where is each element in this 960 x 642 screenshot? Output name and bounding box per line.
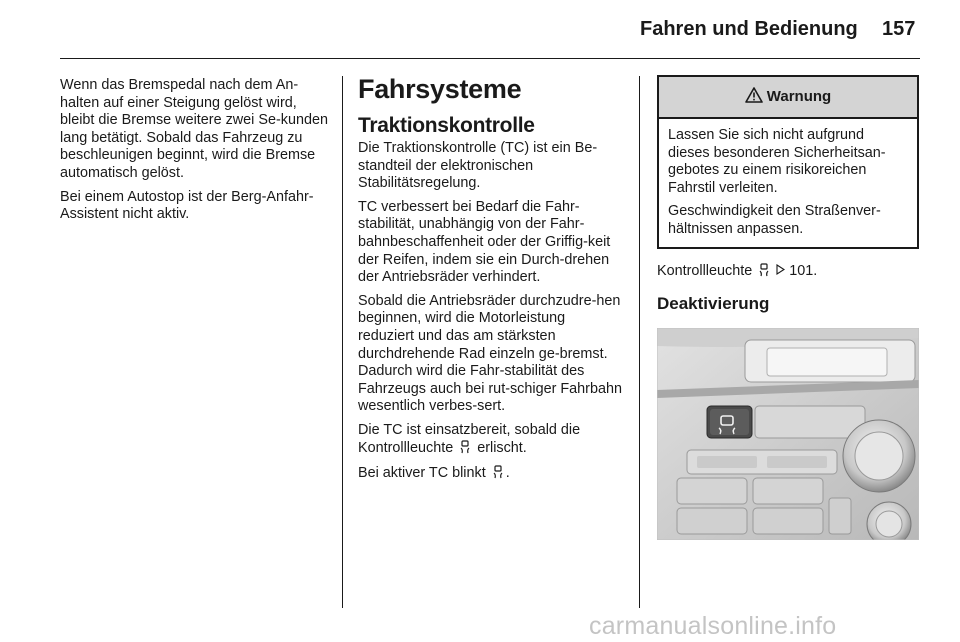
section-heading: Fahrsysteme	[358, 74, 522, 104]
paragraph: TC verbessert bei Bedarf die Fahr-stabilität, unabhängig von der Fahr-bahnbeschaffenheit oder der Griffig-keit der Reifen, indem sie ein Durch-drehen der Antriebsräder verhindert.	[358, 198, 611, 286]
column-1	[60, 77, 330, 230]
paragraph: Bei einem Autostop ist der Berg-Anfahr-Assistent nicht aktiv.	[60, 188, 314, 223]
text: erlischt.	[477, 439, 527, 456]
column-divider-left	[342, 76, 343, 608]
page-number: 157	[882, 18, 916, 40]
traction-control-icon	[492, 465, 504, 485]
warning-title: Warnung	[766, 88, 832, 106]
paragraph	[358, 422, 623, 459]
subsection-heading: Traktionskontrolle	[358, 114, 535, 137]
column-3	[657, 75, 919, 540]
page-header-title: Fahren und Bedienung	[640, 18, 858, 40]
warning-body	[659, 119, 917, 247]
text: Kontrollleuchte	[657, 262, 753, 279]
watermark: carmanualsonline.info	[589, 612, 837, 640]
paragraph	[358, 465, 623, 485]
traction-control-icon	[459, 440, 471, 460]
paragraph: Wenn das Bremspedal nach dem An-halten auf einer Steigung gelöst wird, bleibt die Bremse weitere zwei Se-kunden lang betätigt. Sobald das Fahrzeug zu beschleunigen beginnt, wird die Bremse automatisch gelöst.	[60, 77, 328, 181]
paragraph: Geschwindigkeit den Straßenver-hältnissen anpassen.	[668, 203, 881, 237]
page-reference-arrow-icon	[776, 263, 789, 279]
traction-control-icon	[758, 263, 770, 283]
subsection-heading: Deaktivierung	[657, 294, 770, 314]
paragraph: Lassen Sie sich nicht aufgrund dieses besonderen Sicherheitsan-gebotes zu einem risikoreichen Fahrstil verleiten.	[668, 127, 886, 196]
text: Die TC ist einsatzbereit, sobald die Kontrollleuchte	[358, 421, 581, 456]
warning-header	[659, 77, 917, 119]
page-reference-link[interactable]: 101.	[789, 262, 818, 279]
indicator-reference	[657, 263, 919, 283]
warning-triangle-icon	[745, 87, 763, 108]
column-divider-right	[639, 76, 640, 608]
warning-box	[657, 75, 919, 249]
header-rule	[60, 58, 920, 59]
paragraph: Die Traktionskontrolle (TC) ist ein Be-standteil der elektronischen Stabilitätsregelung.	[358, 140, 598, 192]
column-2	[358, 74, 623, 491]
traction-control-button	[707, 406, 752, 438]
dashboard-photo	[657, 328, 919, 540]
text: .	[505, 465, 510, 482]
text: Bei aktiver TC blinkt	[358, 465, 486, 482]
paragraph: Sobald die Antriebsräder durchzudre-hen beginnen, wird die Motorleistung reduziert und das am stärksten durchdrehende Rad einzeln ge-bremst. Dadurch wird die Fahr-stabilität des Fahrzeugs auch bei rut-schiger Fahrbahn wesentlich verbes-sert.	[358, 292, 622, 415]
